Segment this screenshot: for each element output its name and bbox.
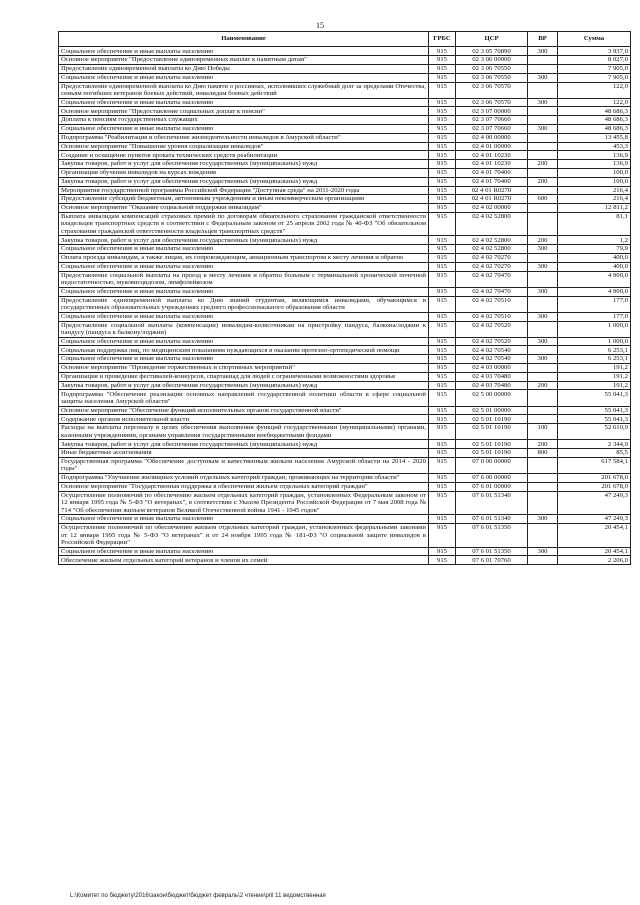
cell-csr: 02 4 01 10230 <box>456 160 528 169</box>
page-number: 15 <box>316 21 324 30</box>
cell-grbs: 915 <box>429 381 456 390</box>
cell-name: Социальное обеспечение и иные выплаты населению <box>59 547 429 556</box>
table-row <box>59 262 631 271</box>
cell-sum: 6 253,1 <box>558 346 631 355</box>
cell-csr: 07 6 01 00000 <box>456 482 528 491</box>
cell-csr: 07 6 01 51350 <box>456 524 528 548</box>
cell-vr: 800 <box>528 449 558 458</box>
cell-sum: 52 610,9 <box>558 424 631 440</box>
cell-csr: 02 5 01 00000 <box>456 406 528 415</box>
cell-csr: 07 0 00 00000 <box>456 457 528 473</box>
cell-name: Предоставление единовременной выплаты ко Дню знаний студентам, являющимся инвалидами, обучающимся в государственных образовательных учреждениях среднего профессионального образования области <box>59 296 429 312</box>
cell-vr: 300 <box>528 515 558 524</box>
cell-name: Закупка товаров, работ и услуг для обеспечения государственных (муниципальных) нужд <box>59 381 429 390</box>
table-row <box>59 107 631 116</box>
table-row <box>59 160 631 169</box>
table-row <box>59 254 631 263</box>
cell-sum: 1,2 <box>558 236 631 245</box>
cell-grbs: 915 <box>429 355 456 364</box>
cell-vr <box>528 151 558 160</box>
cell-vr: 600 <box>528 195 558 204</box>
cell-name: Предоставление единовременной выплаты ко Дню Победы <box>59 64 429 73</box>
cell-sum: 177,0 <box>558 296 631 312</box>
table-row <box>59 186 631 195</box>
table-row <box>59 64 631 73</box>
cell-name: Предоставление единовременной выплаты ко Дню памяти о россиянах, исполнявших служебный долг за пределами Отечества, семьям погибших ветеранов боевых действий, инвалидам боевых действий <box>59 82 429 98</box>
cell-sum: 136,9 <box>558 160 631 169</box>
cell-name: Организация обучения инвалидов на курсах вождения <box>59 168 429 177</box>
cell-csr: 07 6 01 51340 <box>456 491 528 515</box>
table-row <box>59 355 631 364</box>
cell-sum: 8 027,0 <box>558 56 631 65</box>
cell-vr <box>528 415 558 424</box>
cell-vr <box>528 186 558 195</box>
cell-sum: 7 905,0 <box>558 64 631 73</box>
cell-csr: 02 4 02 70510 <box>456 312 528 321</box>
cell-grbs: 915 <box>429 312 456 321</box>
table-row <box>59 556 631 565</box>
cell-sum: 201 678,0 <box>558 482 631 491</box>
cell-vr <box>528 254 558 263</box>
cell-csr: 02 4 03 00000 <box>456 364 528 373</box>
cell-vr: 300 <box>528 73 558 82</box>
cell-csr: 02 5 01 10190 <box>456 415 528 424</box>
table-row <box>59 236 631 245</box>
cell-grbs: 915 <box>429 47 456 56</box>
cell-name: Социальное обеспечение и иные выплаты населению <box>59 355 429 364</box>
cell-vr <box>528 82 558 98</box>
cell-sum: 191,2 <box>558 381 631 390</box>
cell-grbs: 915 <box>429 515 456 524</box>
cell-sum: 48 686,3 <box>558 107 631 116</box>
budget-table <box>58 31 631 565</box>
table-row <box>59 491 631 515</box>
cell-csr: 02 4 02 52800 <box>456 236 528 245</box>
cell-grbs: 915 <box>429 547 456 556</box>
cell-csr: 02 4 01 R0270 <box>456 186 528 195</box>
cell-grbs: 915 <box>429 491 456 515</box>
cell-vr: 300 <box>528 337 558 346</box>
cell-name: Социальное обеспечение и иные выплаты населению <box>59 245 429 254</box>
cell-sum: 216,4 <box>558 195 631 204</box>
cell-name: Основное мероприятие "Оказание социальной поддержки инвалидам" <box>59 204 429 213</box>
cell-vr <box>528 346 558 355</box>
table-row <box>59 296 631 312</box>
cell-sum: 122,0 <box>558 98 631 107</box>
cell-grbs: 915 <box>429 524 456 548</box>
cell-name: Социальное обеспечение и иные выплаты населению <box>59 47 429 56</box>
header-vr: ВР <box>528 32 558 47</box>
table-row <box>59 449 631 458</box>
cell-grbs: 915 <box>429 449 456 458</box>
cell-grbs: 915 <box>429 262 456 271</box>
cell-vr <box>528 474 558 483</box>
cell-name: Закупка товаров, работ и услуг для обеспечения государственных (муниципальных) нужд <box>59 440 429 449</box>
cell-vr: 300 <box>528 245 558 254</box>
cell-vr: 200 <box>528 381 558 390</box>
cell-vr: 300 <box>528 98 558 107</box>
table-row <box>59 424 631 440</box>
cell-csr: 02 4 00 00000 <box>456 133 528 142</box>
cell-grbs: 915 <box>429 204 456 213</box>
cell-grbs: 915 <box>429 415 456 424</box>
cell-vr <box>528 133 558 142</box>
cell-vr <box>528 406 558 415</box>
cell-sum: 617 584,1 <box>558 457 631 473</box>
cell-vr: 300 <box>528 262 558 271</box>
cell-grbs: 915 <box>429 73 456 82</box>
cell-sum: 1 000,0 <box>558 321 631 337</box>
cell-sum: 12 811,2 <box>558 204 631 213</box>
cell-vr <box>528 296 558 312</box>
table-body <box>59 47 631 565</box>
table-row <box>59 195 631 204</box>
cell-vr <box>528 491 558 515</box>
table-row <box>59 245 631 254</box>
cell-name: Основное мероприятие "Обеспечение функций исполнительных органов государственной власти" <box>59 406 429 415</box>
table-row <box>59 47 631 56</box>
cell-name: Создание и оснащение пунктов проката технических средств реабилитации <box>59 151 429 160</box>
cell-name: Социальное обеспечение и иные выплаты населению <box>59 515 429 524</box>
cell-vr <box>528 372 558 381</box>
cell-grbs: 915 <box>429 337 456 346</box>
cell-name: Государственная программа "Обеспечение доступным и качественным жильем населения Амурской области на 2014 - 2020 годы" <box>59 457 429 473</box>
cell-name: Социальное обеспечение и иные выплаты населению <box>59 125 429 134</box>
cell-sum: 2 344,9 <box>558 440 631 449</box>
header-name: Наименование <box>59 32 429 47</box>
cell-sum: 201 678,0 <box>558 474 631 483</box>
cell-vr <box>528 556 558 565</box>
cell-sum: 48 686,3 <box>558 125 631 134</box>
cell-grbs: 915 <box>429 195 456 204</box>
cell-name: Социальное обеспечение и иные выплаты населению <box>59 262 429 271</box>
cell-csr: 02 4 01 10230 <box>456 151 528 160</box>
cell-sum: 48 686,3 <box>558 116 631 125</box>
cell-sum: 85,5 <box>558 449 631 458</box>
table-row <box>59 204 631 213</box>
cell-name: Закупка товаров, работ и услуг для обеспечения государственных (муниципальных) нужд <box>59 236 429 245</box>
table-row <box>59 177 631 186</box>
cell-name: Социальное обеспечение и иные выплаты населению <box>59 312 429 321</box>
cell-name: Организация и проведение фестивалей-конкурсов, спартакиад для людей с ограниченными возможностями здоровья <box>59 372 429 381</box>
cell-sum: 79,9 <box>558 245 631 254</box>
cell-name: Основное мероприятие "Повышение уровня социализации инвалидов" <box>59 142 429 151</box>
cell-name: Предоставление социальной выплаты (компенсации) инвалидам-колясочникам на пристройку пандуса, балкона/лоджии к пандусу (пандуса к балкону/лоджии) <box>59 321 429 337</box>
table-row <box>59 98 631 107</box>
cell-vr <box>528 457 558 473</box>
cell-grbs: 915 <box>429 142 456 151</box>
cell-name: Социальное обеспечение и иные выплаты населению <box>59 337 429 346</box>
cell-name: Подпрограмма "Реабилитация и обеспечение жизнедеятельности инвалидов в Амурской области" <box>59 133 429 142</box>
footer-file-path: L:\Комитет по бюджету\2016\закон\бюджет\бюджет февраль\2 чтение\pril 11 ведомственная <box>70 893 326 899</box>
table-row <box>59 337 631 346</box>
cell-vr: 200 <box>528 440 558 449</box>
cell-vr: 200 <box>528 236 558 245</box>
cell-sum: 55 041,3 <box>558 406 631 415</box>
cell-csr: 02 4 02 70540 <box>456 346 528 355</box>
table-row <box>59 440 631 449</box>
table-row <box>59 482 631 491</box>
cell-vr: 300 <box>528 287 558 296</box>
cell-csr: 02 3 06 70570 <box>456 98 528 107</box>
cell-sum: 55 041,3 <box>558 415 631 424</box>
cell-sum: 7 905,0 <box>558 73 631 82</box>
cell-name: Социальное обеспечение и иные выплаты населению <box>59 287 429 296</box>
cell-name: Социальное обеспечение и иные выплаты населению <box>59 73 429 82</box>
cell-name: Расходы на выплаты персоналу в целях обеспечения выполнения функций государственными (муниципальными) органами, казенными учреждениями, органами управления государственными внебюджетными фондами <box>59 424 429 440</box>
cell-grbs: 915 <box>429 236 456 245</box>
cell-vr: 200 <box>528 177 558 186</box>
cell-sum: 4 900,0 <box>558 287 631 296</box>
cell-csr: 07 6 01 51340 <box>456 515 528 524</box>
table-row <box>59 116 631 125</box>
cell-sum: 3 937,0 <box>558 47 631 56</box>
cell-name: Выплата инвалидам компенсаций страховых премий по договорам обязательного страхования гражданской ответственности владельцев транспортных средств в соответствии с Федеральным законом от 25 апреля 2002 года № 40-ФЗ "Об обязательном страховании гражданской ответственности владельцев транспортных средств" <box>59 212 429 236</box>
header-csr: ЦСР <box>456 32 528 47</box>
cell-grbs: 915 <box>429 64 456 73</box>
cell-sum: 453,3 <box>558 142 631 151</box>
cell-vr <box>528 364 558 373</box>
cell-csr: 02 4 02 70540 <box>456 355 528 364</box>
cell-grbs: 915 <box>429 254 456 263</box>
cell-name: Иные бюджетные ассигнования <box>59 449 429 458</box>
cell-grbs: 915 <box>429 133 456 142</box>
cell-vr <box>528 204 558 213</box>
table-row <box>59 271 631 287</box>
table-row <box>59 515 631 524</box>
table-row <box>59 82 631 98</box>
cell-name: Закупка товаров, работ и услуг для обеспечения государственных (муниципальных) нужд <box>59 177 429 186</box>
cell-grbs: 915 <box>429 168 456 177</box>
table-row <box>59 457 631 473</box>
table-row <box>59 287 631 296</box>
cell-name: Основное мероприятие "Предоставление социальных доплат к пенсии" <box>59 107 429 116</box>
cell-csr: 02 3 06 70550 <box>456 73 528 82</box>
cell-csr: 02 4 02 52800 <box>456 245 528 254</box>
cell-vr <box>528 56 558 65</box>
cell-name: Мероприятия государственной программы Российской Федерации "Доступная среда" на 2011-2020 годы <box>59 186 429 195</box>
cell-grbs: 915 <box>429 474 456 483</box>
cell-csr: 02 4 01 70400 <box>456 177 528 186</box>
cell-grbs: 915 <box>429 177 456 186</box>
table-header-row <box>59 32 631 47</box>
cell-grbs: 915 <box>429 186 456 195</box>
cell-grbs: 915 <box>429 160 456 169</box>
cell-name: Осуществление полномочий по обеспечению жильем отдельных категорий граждан, установленных федеральными законами от 12 января 1995 года № 5-ФЗ "О ветеранах" и от 24 ноября 1995 года № 181-ФЗ "О социальной защите инвалидов в Российской Федерации" <box>59 524 429 548</box>
cell-vr <box>528 142 558 151</box>
cell-csr: 02 3 06 00000 <box>456 56 528 65</box>
table-row <box>59 364 631 373</box>
cell-vr <box>528 524 558 548</box>
cell-csr: 02 3 06 70570 <box>456 82 528 98</box>
table-row <box>59 415 631 424</box>
table-row <box>59 73 631 82</box>
table-row <box>59 372 631 381</box>
cell-name: Основное мероприятие "Проведение торжественных и спортивных мероприятий" <box>59 364 429 373</box>
cell-csr: 02 4 01 R0270 <box>456 195 528 204</box>
cell-vr: 300 <box>528 355 558 364</box>
cell-name: Осуществление полномочий по обеспечению жильем отдельных категорий граждан, установленных Федеральным законом от 12 января 1995 года № 5-ФЗ "О ветеранах", в соответствии с Указом Президента Российской Федерации от 7 мая 2008 года № 714 "Об обеспечении жильем ветеранов Великой Отечественной войны 1941 - 1945 годов" <box>59 491 429 515</box>
table-row <box>59 390 631 406</box>
cell-name: Подпрограмма "Обеспечение реализации основных направлений государственной политики области в сфере социальной защиты населения Амурской области" <box>59 390 429 406</box>
table-row <box>59 125 631 134</box>
cell-sum: 122,0 <box>558 82 631 98</box>
cell-name: Предоставление субсидий бюджетным, автономным учреждениям и иным некоммерческим организациям <box>59 195 429 204</box>
cell-csr: 07 6 01 51350 <box>456 547 528 556</box>
cell-name: Социальное обеспечение и иные выплаты населению <box>59 98 429 107</box>
cell-grbs: 915 <box>429 212 456 236</box>
cell-sum: 20 454,1 <box>558 547 631 556</box>
cell-csr: 02 4 02 70510 <box>456 296 528 312</box>
cell-sum: 13 455,8 <box>558 133 631 142</box>
cell-grbs: 915 <box>429 424 456 440</box>
table-row <box>59 168 631 177</box>
cell-name: Доплаты к пенсиям государственных служащих <box>59 116 429 125</box>
cell-csr: 02 4 02 70270 <box>456 254 528 263</box>
cell-grbs: 915 <box>429 107 456 116</box>
table-row <box>59 142 631 151</box>
cell-sum: 6 253,1 <box>558 355 631 364</box>
table-row <box>59 321 631 337</box>
table-row <box>59 406 631 415</box>
cell-csr: 02 3 07 70660 <box>456 125 528 134</box>
cell-vr: 300 <box>528 47 558 56</box>
table-row <box>59 312 631 321</box>
cell-sum: 191,2 <box>558 364 631 373</box>
cell-csr: 02 4 01 70400 <box>456 168 528 177</box>
cell-vr <box>528 168 558 177</box>
header-grbs: ГРБС <box>429 32 456 47</box>
cell-grbs: 915 <box>429 151 456 160</box>
cell-vr: 100 <box>528 424 558 440</box>
cell-csr: 02 4 03 70480 <box>456 381 528 390</box>
cell-sum: 4 900,0 <box>558 271 631 287</box>
table-row <box>59 56 631 65</box>
table-row <box>59 133 631 142</box>
cell-grbs: 915 <box>429 82 456 98</box>
header-sum: Сумма <box>558 32 631 47</box>
cell-grbs: 915 <box>429 457 456 473</box>
cell-name: Содержание органов исполнительной власти <box>59 415 429 424</box>
cell-csr: 02 4 03 70480 <box>456 372 528 381</box>
cell-vr: 300 <box>528 547 558 556</box>
cell-grbs: 915 <box>429 287 456 296</box>
cell-sum: 216,4 <box>558 186 631 195</box>
cell-sum: 191,2 <box>558 372 631 381</box>
table-row <box>59 212 631 236</box>
cell-csr: 02 3 05 70890 <box>456 47 528 56</box>
cell-csr: 07 6 01 70760 <box>456 556 528 565</box>
cell-csr: 02 5 01 10190 <box>456 449 528 458</box>
cell-csr: 07 6 00 00000 <box>456 474 528 483</box>
cell-sum: 20 454,1 <box>558 524 631 548</box>
cell-name: Основное мероприятие "Предоставление единовременных выплат к памятным датам" <box>59 56 429 65</box>
table-row <box>59 474 631 483</box>
table-row <box>59 151 631 160</box>
cell-vr: 300 <box>528 125 558 134</box>
cell-grbs: 915 <box>429 390 456 406</box>
cell-name: Подпрограмма "Улучшение жилищных условий отдельных категорий граждан, проживающих на территории области" <box>59 474 429 483</box>
cell-csr: 02 3 07 70660 <box>456 116 528 125</box>
cell-sum: 100,0 <box>558 168 631 177</box>
cell-grbs: 915 <box>429 372 456 381</box>
cell-csr: 02 4 02 70470 <box>456 271 528 287</box>
cell-sum: 1 000,0 <box>558 337 631 346</box>
cell-sum: 400,0 <box>558 262 631 271</box>
cell-csr: 02 5 01 10190 <box>456 424 528 440</box>
cell-grbs: 915 <box>429 440 456 449</box>
cell-grbs: 915 <box>429 116 456 125</box>
cell-grbs: 915 <box>429 406 456 415</box>
table-row <box>59 346 631 355</box>
cell-grbs: 915 <box>429 364 456 373</box>
cell-csr: 02 4 02 70270 <box>456 262 528 271</box>
cell-grbs: 915 <box>429 482 456 491</box>
cell-grbs: 915 <box>429 321 456 337</box>
cell-vr <box>528 116 558 125</box>
cell-grbs: 915 <box>429 346 456 355</box>
cell-sum: 47 249,3 <box>558 515 631 524</box>
cell-grbs: 915 <box>429 245 456 254</box>
cell-grbs: 915 <box>429 271 456 287</box>
cell-name: Предоставление социальной выплаты на проезд к месту лечения и обратно больным с терминальной хронической почечной недостаточностью, муковисцидозом, лимфолейкозом <box>59 271 429 287</box>
cell-vr <box>528 271 558 287</box>
cell-csr: 02 3 06 70550 <box>456 64 528 73</box>
cell-csr: 02 5 00 00000 <box>456 390 528 406</box>
cell-csr: 02 3 07 00000 <box>456 107 528 116</box>
cell-name: Оплата проезда инвалидам, а также лицам, их сопровождающим, авиационным транспортом к месту лечения и обратно <box>59 254 429 263</box>
cell-sum: 136,9 <box>558 151 631 160</box>
cell-grbs: 915 <box>429 98 456 107</box>
cell-name: Закупка товаров, работ и услуг для обеспечения государственных (муниципальных) нужд <box>59 160 429 169</box>
cell-sum: 81,1 <box>558 212 631 236</box>
cell-csr: 02 4 02 70470 <box>456 287 528 296</box>
cell-vr <box>528 321 558 337</box>
cell-csr: 02 4 02 70520 <box>456 321 528 337</box>
cell-sum: 2 206,0 <box>558 556 631 565</box>
cell-name: Основное мероприятие "Государственная поддержка в обеспечении жильем отдельных категорий граждан" <box>59 482 429 491</box>
cell-vr <box>528 482 558 491</box>
table-row <box>59 381 631 390</box>
cell-name: Обеспечение жильем отдельных категорий ветеранов и членов их семей <box>59 556 429 565</box>
cell-csr: 02 4 02 52800 <box>456 212 528 236</box>
cell-vr: 300 <box>528 312 558 321</box>
cell-sum: 55 041,3 <box>558 390 631 406</box>
cell-vr: 200 <box>528 160 558 169</box>
cell-sum: 100,0 <box>558 177 631 186</box>
cell-name: Социальная поддержка лиц, по медицинским показаниям нуждающихся в оказании протезно-ортопедической помощи <box>59 346 429 355</box>
table-row <box>59 524 631 548</box>
cell-vr <box>528 212 558 236</box>
cell-sum: 177,0 <box>558 312 631 321</box>
cell-csr: 02 4 02 70520 <box>456 337 528 346</box>
cell-csr: 02 5 01 10190 <box>456 440 528 449</box>
cell-grbs: 915 <box>429 556 456 565</box>
cell-sum: 47 249,3 <box>558 491 631 515</box>
cell-grbs: 915 <box>429 56 456 65</box>
cell-vr <box>528 64 558 73</box>
table-row <box>59 547 631 556</box>
cell-sum: 400,0 <box>558 254 631 263</box>
cell-csr: 02 4 01 00000 <box>456 142 528 151</box>
cell-csr: 02 4 02 00000 <box>456 204 528 213</box>
cell-grbs: 915 <box>429 296 456 312</box>
cell-grbs: 915 <box>429 125 456 134</box>
cell-vr <box>528 107 558 116</box>
cell-vr <box>528 390 558 406</box>
